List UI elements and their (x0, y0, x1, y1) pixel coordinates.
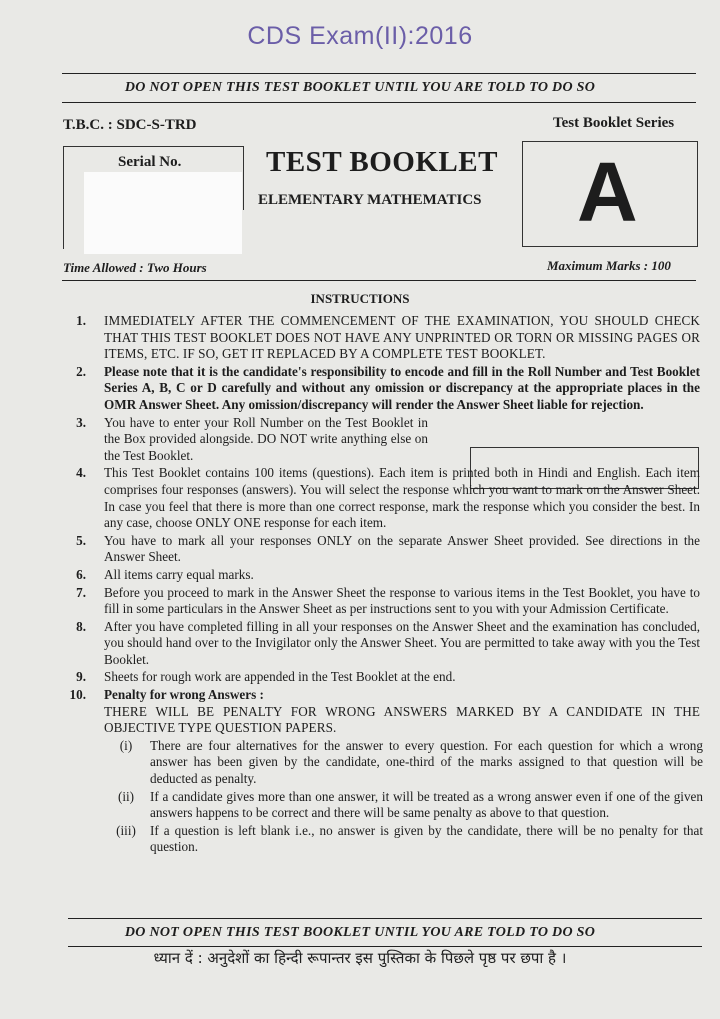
divider-top (62, 73, 696, 74)
instruction-item: 9. Sheets for rough work are appended in the Test Booklet at the end. (76, 669, 456, 685)
bottom-warning: DO NOT OPEN THIS TEST BOOKLET UNTIL YOU ARE TOLD TO DO SO (124, 925, 596, 940)
serial-number-redacted (84, 172, 242, 254)
instructions-heading: INSTRUCTIONS (310, 291, 410, 306)
time-allowed: Time Allowed : Two Hours (63, 260, 207, 275)
max-marks: Maximum Marks : 100 (547, 258, 671, 273)
divider-mid (62, 280, 696, 281)
instruction-item: 8. After you have completed filling in all your responses on the Answer Sheet and the examination has concluded, you should hand over to the Invigilator only the Answer Sheet. You are permitted to take away with you the Test Booklet. (76, 618, 700, 667)
instruction-item: 1. IMMEDIATELY AFTER THE COMMENCEMENT OF THE EXAMINATION, YOU SHOULD CHECK THAT THIS TEST BOOKLET DOES NOT HAVE ANY UNPRINTED OR TORN OR MISSING PAGES OR ITEMS, ETC. IF SO, GET IT REPLACED BY A COMPLETE TEST BOOKLET. (76, 313, 700, 362)
serial-label: Serial No. (118, 154, 182, 170)
divider-bottom-2 (68, 946, 702, 947)
subject-title: ELEMENTARY MATHEMATICS (258, 192, 482, 208)
instruction-item: 6. All items carry equal marks. (76, 566, 254, 582)
instruction-item: 7. Before you proceed to mark in the Answer Sheet the response to various items in the Test Booklet, you have to fill in some particulars in the Answer Sheet as per instructions sent to you with your Admission Certificate. (76, 584, 700, 617)
instruction-item: 2. Please note that it is the candidate's responsibility to encode and fill in the Roll Number and Test Booklet Series A, B, C or D carefully and without any omission or discrepancy at the appropriate places in the OMR Answer Sheet. Any omission/discrepancy will render the Answer Sheet liable for rejection. (76, 363, 700, 412)
instruction-item: 4. This Test Booklet contains 100 items (questions). Each item is printed both in Hindi and English. Each item comprises four responses (answers). You will select the response which you want to mark on the Answer Sheet. In case you feel that there is more than one correct response, mark the response which you consider the best. In any case, choose ONLY ONE response for each item. (76, 465, 700, 531)
penalty-point: (i) There are four alternatives for the answer to every question. For each question for which a wrong answer has been given by the candidate, one-third of the marks assigned to that question will be deducted as penalty. (119, 737, 703, 787)
series-label: Test Booklet Series (553, 115, 675, 131)
instruction-item: 5. You have to mark all your responses ONLY on the separate Answer Sheet provided. See directions in the Answer Sheet. (76, 532, 700, 565)
divider-top-2 (62, 102, 696, 103)
top-warning: DO NOT OPEN THIS TEST BOOKLET UNTIL YOU ARE TOLD TO DO SO (124, 80, 596, 95)
instructions-list (0, 313, 720, 856)
series-letter: A (577, 145, 638, 239)
hindi-note: ध्यान दें : अनुदेशों का हिन्दी रूपान्तर इस पुस्तिका के पिछले पृष्ठ पर छपा है । (153, 949, 567, 967)
penalty-heading: Penalty for wrong Answers : (104, 687, 264, 703)
instruction-item: 10. Penalty for wrong Answers : THERE WILL BE PENALTY FOR WRONG ANSWERS MARKED BY A CANDIDATE IN THE OBJECTIVE TYPE QUESTION PAPERS. (69, 687, 700, 736)
divider-bottom (68, 918, 702, 919)
page-title: TEST BOOKLET (266, 146, 498, 178)
exam-watermark: CDS Exam(II):2016 (247, 22, 473, 50)
tbc-code: T.B.C. : SDC-S-TRD (63, 117, 197, 133)
penalty-point: (ii) If a candidate gives more than one answer, it will be treated as a wrong answer even if one of the given answers happens to be correct and there will be same penalty as above to that question. (117, 788, 703, 821)
instruction-item: 3. You have to enter your Roll Number on the Test Booklet in the Box provided alongside. DO NOT write anything else on the Test Booklet. (76, 414, 428, 463)
serial-box-edge (243, 146, 244, 210)
penalty-point: (iii) If a question is left blank i.e., no answer is given by the candidate, there will be no penalty for that question. (116, 822, 703, 855)
